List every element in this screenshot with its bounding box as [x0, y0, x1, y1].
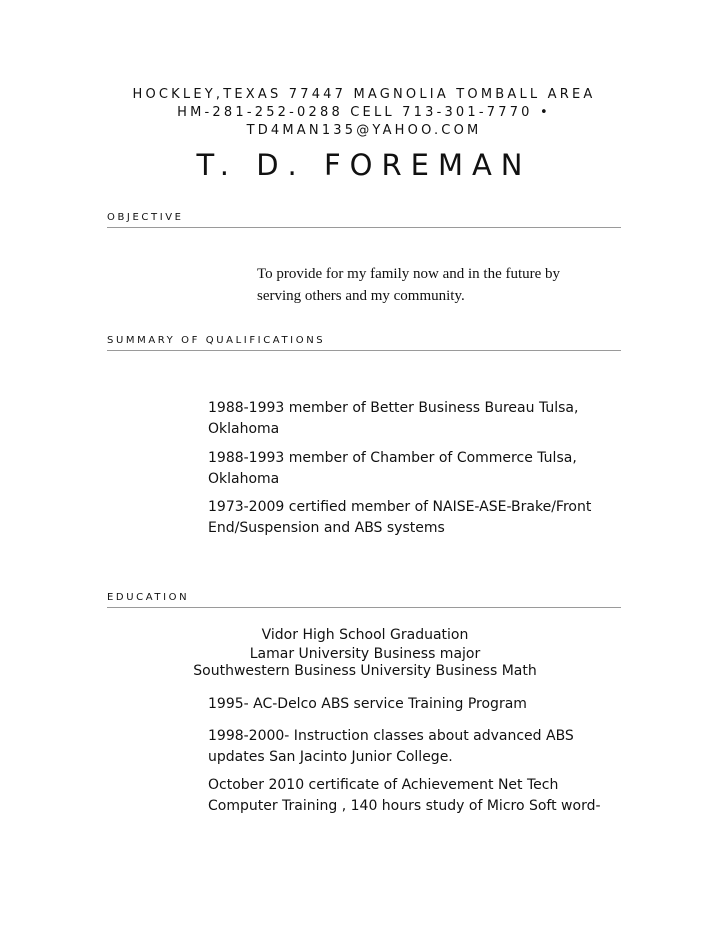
qualification-item-line: Oklahoma	[208, 471, 280, 487]
contact-address: HOCKLEY,TEXAS 77447 MAGNOLIA TOMBALL AREA	[132, 87, 596, 102]
qualification-item-line: 1988-1993 member of Better Business Bureau Tulsa,	[208, 400, 579, 416]
qualifications-divider	[107, 350, 621, 351]
education-school: Vidor High School Graduation	[261, 627, 469, 643]
education-item-line: 1998-2000- Instruction classes about advanced ABS	[208, 728, 574, 744]
objective-divider	[107, 227, 621, 228]
education-school: Southwestern Business University Business Math	[193, 663, 537, 679]
education-divider	[107, 607, 621, 608]
qualification-item-line: 1973-2009 certified member of NAISE-ASE-Brake/Front	[208, 499, 592, 515]
education-school: Lamar University Business major	[249, 646, 481, 662]
objective-heading: OBJECTIVE	[107, 212, 184, 223]
education-item	[208, 694, 621, 715]
resume-name: T. D. FOREMAN	[196, 148, 532, 182]
objective-line-1: To provide for my family now and in the future by	[257, 266, 561, 282]
objective-line-2: serving others and my community.	[257, 288, 465, 304]
education-item-line: Computer Training , 140 hours study of Micro Soft word-	[208, 798, 601, 814]
qualification-item	[208, 497, 621, 539]
education-item-line: updates San Jacinto Junior College.	[208, 749, 453, 765]
qualification-item-line: Oklahoma	[208, 421, 280, 437]
education-item	[208, 775, 621, 817]
qualification-item-line: 1988-1993 member of Chamber of Commerce Tulsa,	[208, 450, 577, 466]
objective-text	[257, 263, 617, 307]
qualification-item	[208, 398, 621, 440]
education-item-line: 1995- AC-Delco ABS service Training Program	[208, 696, 527, 712]
contact-phones: HM-281-252-0288 CELL 713-301-7770 •	[177, 105, 551, 120]
contact-email: TD4MAN135@YAHOO.COM	[246, 123, 482, 138]
education-item-line: October 2010 certificate of Achievement Net Tech	[208, 777, 559, 793]
qualification-item-line: End/Suspension and ABS systems	[208, 520, 445, 536]
qualifications-heading: SUMMARY OF QUALIFICATIONS	[107, 335, 326, 346]
qualification-item	[208, 448, 621, 490]
education-item	[208, 726, 621, 768]
education-heading: EDUCATION	[107, 592, 190, 603]
